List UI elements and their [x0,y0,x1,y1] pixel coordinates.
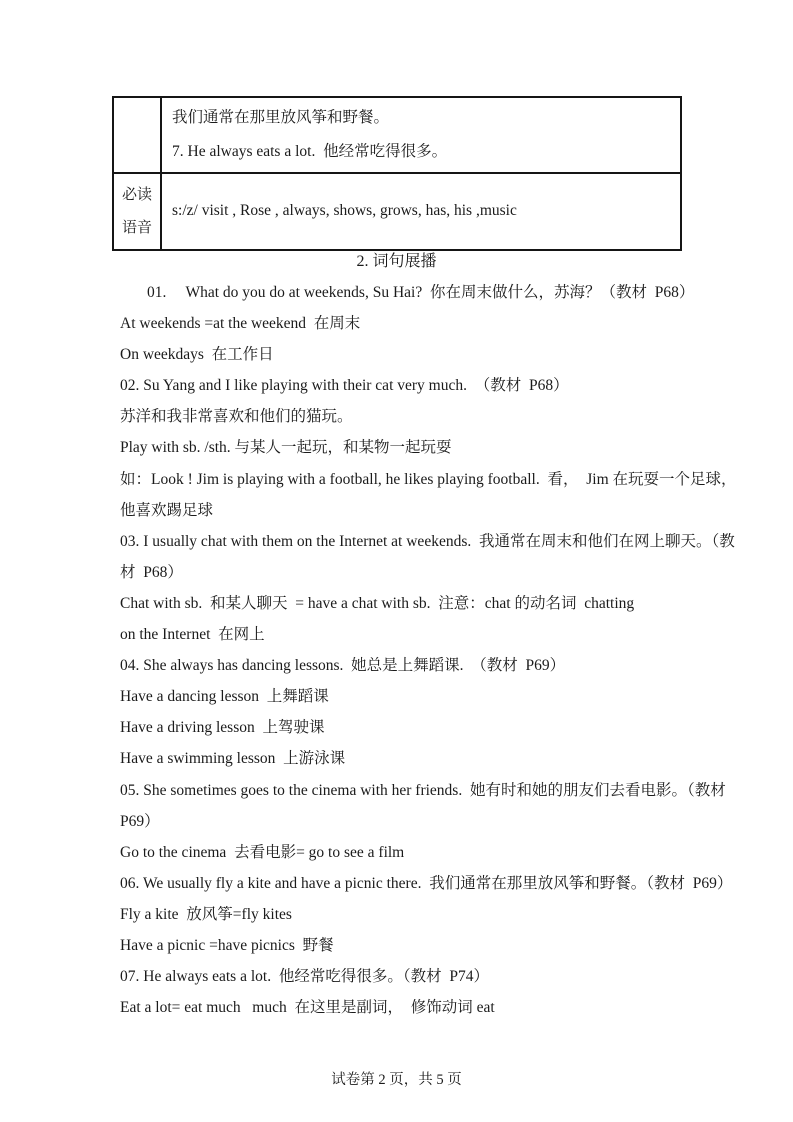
text-line: Have a driving lesson 上驾驶课 [120,719,325,737]
table-cell-row1-content [161,97,681,173]
table-cell-row1-label [113,97,161,173]
text-line: 05. She sometimes goes to the cinema with her friends. 她有时和她的朋友们去看电影。（教材 [120,781,726,799]
text-line: Have a picnic =have picnics 野餐 [120,936,334,954]
table-cell-row2-content [161,173,681,250]
text-line: 苏洋和我非常喜欢和他们的猫玩。 [120,408,353,426]
text-line: 如：Look ! Jim is playing with a football, he likes playing football. 看， Jim 在玩耍一个足球， [120,470,737,488]
section-heading: 2. 词句展播 [356,253,437,270]
table-row [113,97,681,173]
text-line: on the Internet 在网上 [120,626,265,644]
table-text-line: 我们通常在那里放风筝和野餐。 [172,108,390,126]
text-line: 07. He always eats a lot. 他经常吃得很多。（教材 P74） [120,968,489,986]
text-line: Play with sb. /sth. 与某人一起玩，和某物一起玩耍 [120,439,452,457]
text-line: Have a swimming lesson 上游泳课 [120,750,346,768]
text-line: Chat with sb. 和某人聊天 = have a chat with sb. 注意：chat 的动名词 chatting [120,594,635,612]
text-line: Eat a lot= eat much much 在这里是副词， 修饰动词 eat [120,999,495,1017]
text-line: Have a dancing lesson 上舞蹈课 [120,688,329,706]
table-row [113,173,681,250]
text-line: 04. She always has dancing lessons. 她总是上舞蹈课. （教材 P69） [120,657,566,675]
table-cell-label-text: 必读 [121,186,152,203]
text-line: Go to the cinema 去看电影= go to see a film [120,843,405,861]
table-text-line: 7. He always eats a lot. 他经常吃得很多。 [172,142,448,160]
phonics-table [112,96,682,251]
text-line: 06. We usually fly a kite and have a picnic there. 我们通常在那里放风筝和野餐。（教材 P69） [120,874,733,892]
text-line: Fly a kite 放风筝=fly kites [120,905,292,923]
table-text-line: s:/z/ visit , Rose , always, shows, grows, has, his ,music [172,202,517,219]
text-line: On weekdays 在工作日 [120,346,274,364]
text-line: 他喜欢踢足球 [120,501,214,519]
text-line: 材 P68） [120,563,183,581]
text-line: 02. Su Yang and I like playing with their cat very much. （教材 P68） [120,377,569,395]
text-line: 03. I usually chat with them on the Internet at weekends. 我通常在周末和他们在网上聊天。（教 [120,532,735,550]
table-cell-row2-label [113,173,161,250]
content-lines [120,277,740,1023]
page-footer: 试卷第 2 页，共 5 页 [331,1072,462,1088]
text-line: At weekends =at the weekend 在周末 [120,315,361,333]
text-line: P69） [120,812,160,830]
text-line: 01. What do you do at weekends, Su Hai? 你在周末做什么，苏海？（教材 P68） [147,284,695,301]
table-cell-label-text: 语音 [121,219,152,236]
